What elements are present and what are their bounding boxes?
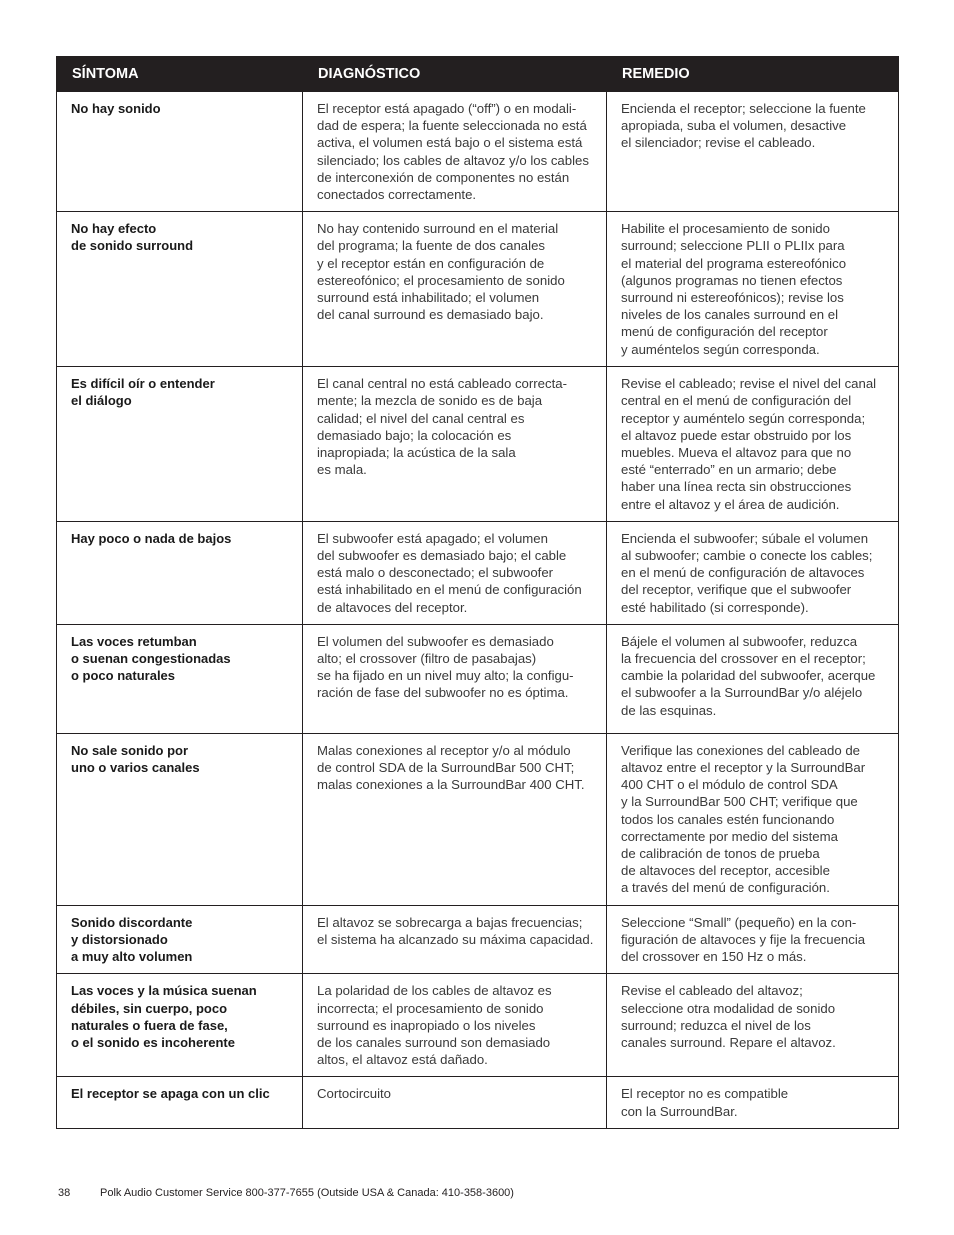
symptom-cell: No hay sonido — [57, 92, 303, 212]
table-body — [57, 92, 899, 1129]
header-remedy: REMEDIO — [607, 57, 899, 92]
table-row — [57, 367, 899, 522]
table-row — [57, 733, 899, 905]
symptom-cell: Las voces retumban o suenan congestionadas o poco naturales — [57, 624, 303, 733]
header-row — [57, 57, 899, 92]
page-footer — [58, 1187, 514, 1199]
symptom-cell: No hay efecto de sonido surround — [57, 212, 303, 367]
table-header — [57, 57, 899, 92]
diagnosis-cell: El receptor está apagado (“off”) o en modali- dad de espera; la fuente seleccionada no está activa, el volumen está bajo o el sistema está silenciado; los cables de altavoz y/o los cables de interconexión de componentes no están conectados correctamente. — [303, 92, 607, 212]
remedy-cell: Seleccione “Small” (pequeño) en la con- figuración de altavoces y fije la frecuencia del crossover en 150 Hz o más. — [607, 905, 899, 974]
diagnosis-cell: El canal central no está cableado correcta- mente; la mezcla de sonido es de baja calidad; el nivel del canal central es demasiado bajo; la colocación es inapropiada; la acústica de la sala es mala. — [303, 367, 607, 522]
diagnosis-cell: El volumen del subwoofer es demasiado alto; el crossover (filtro de pasabajas) se ha fijado en un nivel muy alto; la configu- ración de fase del subwoofer no es óptima. — [303, 624, 607, 733]
table-row — [57, 92, 899, 212]
remedy-cell: Revise el cableado del altavoz; seleccione otra modalidad de sonido surround; reduzca el nivel de los canales surround. Repare el altavoz. — [607, 974, 899, 1077]
symptom-cell: Hay poco o nada de bajos — [57, 521, 303, 624]
remedy-cell: El receptor no es compatible con la SurroundBar. — [607, 1077, 899, 1128]
symptom-cell: El receptor se apaga con un clic — [57, 1077, 303, 1128]
table-row — [57, 1077, 899, 1128]
table-row — [57, 905, 899, 974]
diagnosis-cell: La polaridad de los cables de altavoz es incorrecta; el procesamiento de sonido surround es inapropiado o los niveles de los canales surround son demasiado altos, el altavoz está dañado. — [303, 974, 607, 1077]
diagnosis-cell: Cortocircuito — [303, 1077, 607, 1128]
header-diagnosis: DIAGNÓSTICO — [303, 57, 607, 92]
page-number: 38 — [58, 1187, 71, 1199]
remedy-cell: Encienda el receptor; seleccione la fuente apropiada, suba el volumen, desactive el silenciador; revise el cableado. — [607, 92, 899, 212]
troubleshooting-table — [56, 56, 899, 1129]
symptom-cell: Es difícil oír o entender el diálogo — [57, 367, 303, 522]
diagnosis-cell: El subwoofer está apagado; el volumen del subwoofer es demasiado bajo; el cable está malo o desconectado; el subwoofer está inhabilitado en el menú de configuración de altavoces del receptor. — [303, 521, 607, 624]
remedy-cell: Verifique las conexiones del cableado de altavoz entre el receptor y la SurroundBar 400 CHT o el módulo de control SDA y la SurroundBar 500 CHT; verifique que todos los canales estén funcionando correctamente por medio del sistema de calibración de tonos de prueba de altavoces del receptor, accesible a través del menú de configuración. — [607, 733, 899, 905]
symptom-cell: Sonido discordante y distorsionado a muy alto volumen — [57, 905, 303, 974]
header-symptom: SÍNTOMA — [57, 57, 303, 92]
remedy-cell: Habilite el procesamiento de sonido surround; seleccione PLII o PLIIx para el material del programa estereofónico (algunos programas no tienen efectos surround ni estereofónicos); revise los niveles de los canales surround en el menú de configuración del receptor y auméntelos según corresponda. — [607, 212, 899, 367]
remedy-cell: Bájele el volumen al subwoofer, reduzca la frecuencia del crossover en el receptor; cambie la polaridad del subwoofer, acerque el subwoofer a la SurroundBar y/o aléjelo de las esquinas. — [607, 624, 899, 733]
table-row — [57, 974, 899, 1077]
remedy-cell: Encienda el subwoofer; súbale el volumen al subwoofer; cambie o conecte los cables; en el menú de configuración de altavoces del receptor, verifique que el subwoofer esté habilitado (si corresponde). — [607, 521, 899, 624]
symptom-cell: No sale sonido por uno o varios canales — [57, 733, 303, 905]
table-row — [57, 212, 899, 367]
diagnosis-cell: El altavoz se sobrecarga a bajas frecuencias; el sistema ha alcanzado su máxima capacidad. — [303, 905, 607, 974]
diagnosis-cell: No hay contenido surround en el material del programa; la fuente de dos canales y el receptor están en configuración de estereofónico; el procesamiento de sonido surround está inhabilitado; el volumen del canal surround es demasiado bajo. — [303, 212, 607, 367]
table-row — [57, 624, 899, 733]
symptom-cell: Las voces y la música suenan débiles, sin cuerpo, poco naturales o fuera de fase, o el sonido es incoherente — [57, 974, 303, 1077]
diagnosis-cell: Malas conexiones al receptor y/o al módulo de control SDA de la SurroundBar 500 CHT; malas conexiones a la SurroundBar 400 CHT. — [303, 733, 607, 905]
customer-service-line: Polk Audio Customer Service 800-377-7655 (Outside USA & Canada: 410-358-3600) — [100, 1187, 514, 1199]
remedy-cell: Revise el cableado; revise el nivel del canal central en el menú de configuración del receptor y auméntelo según corresponda; el altavoz puede estar obstruido por los muebles. Mueva el altavoz para que no esté “enterrado” en un armario; debe haber una línea recta sin obstrucciones entre el altavoz y el área de audición. — [607, 367, 899, 522]
table-row — [57, 521, 899, 624]
